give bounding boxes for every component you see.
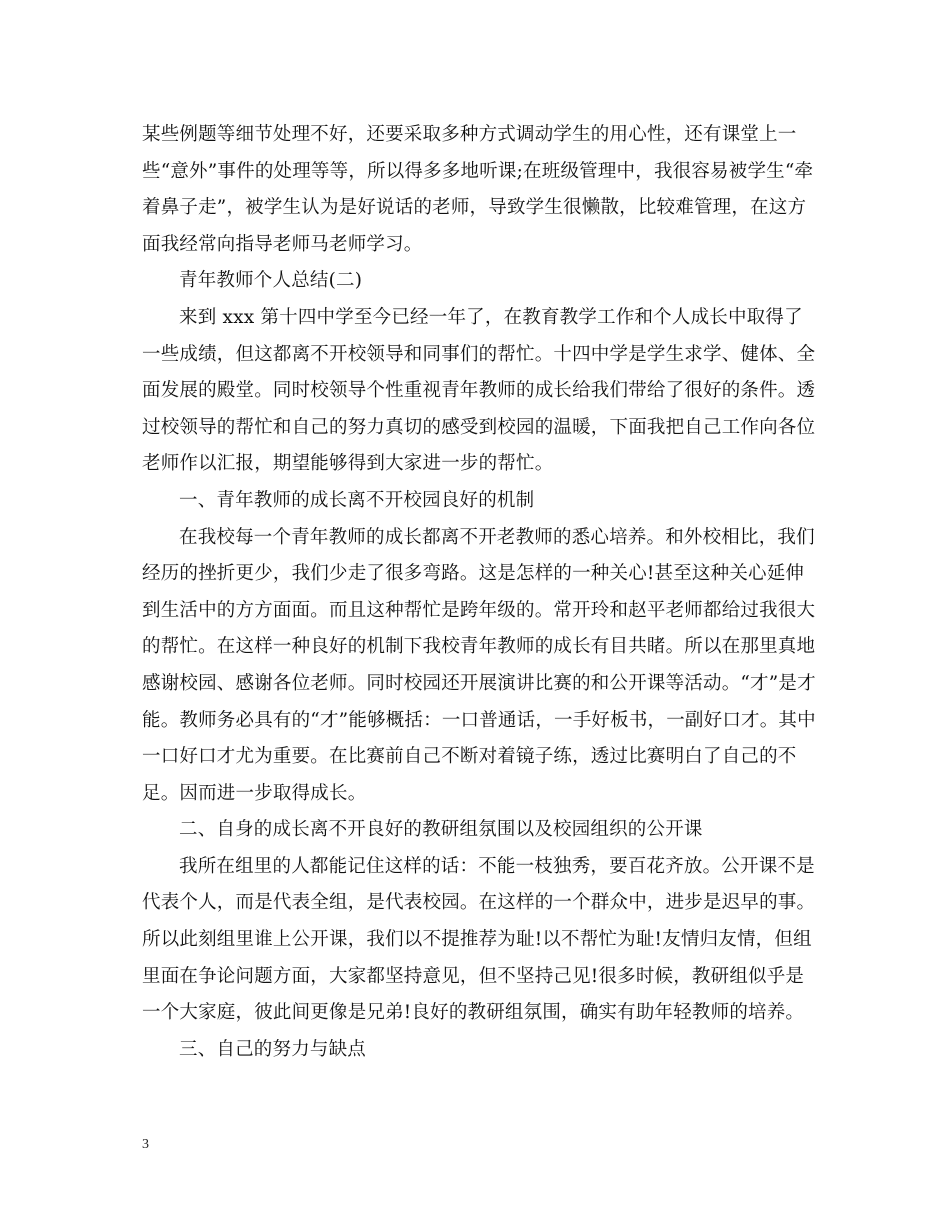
paragraph-2: 来到 xxx 第十四中学至今已经一年了，在教育教学工作和个人成长中取得了一些成绩，但这都离不开校领导和同事们的帮忙。十四中学是学生求学、健体、全面发展的殿堂。同时校领导个性重视青年教师的成长给我们带给了很好的条件。透过校领导的帮忙和自己的努力真切的感受到校园的温暖，下面我把自己工作向各位老师作以汇报，期望能够得到大家进一步的帮忙。 — [142, 306, 816, 475]
paragraph-4: 我所在组里的人都能记住这样的话：不能一枝独秀，要百花齐放。公开课不是代表个人，而是代表全组，是代表校园。在这样的一个群众中，进步是迟早的事。所以此刻组里谁上公开课，我们以不提推荐为耻!以不帮忙为耻!友情归友情，但组里面在争论问题方面，大家都坚持意见，但不坚持己见!很多时候，教研组似乎是一个大家庭，彼此间更像是兄弟!良好的教研组氛围，确实有助年轻教师的培养。 — [142, 855, 816, 1024]
heading-section-one: 一、青年教师的成长离不开校园良好的机制 — [179, 489, 535, 511]
page-number: 3 — [142, 1137, 149, 1152]
paragraph-1: 某些例题等细节处理不好，还要采取多种方式调动学生的用心性，还有课堂上一些“意外”事件的处理等等，所以得多多地听课;在班级管理中，我很容易被学生“牵着鼻子走”，被学生认为是好说话的老师，导致学生很懒散，比较难管理，在这方面我经常向指导老师马老师学习。 — [142, 124, 814, 255]
section-title-summary-two: 青年教师个人总结(二) — [179, 270, 363, 292]
heading-section-three: 三、自己的努力与缺点 — [179, 1038, 367, 1060]
paragraph-3: 在我校每一个青年教师的成长都离不开老教师的悉心培养。和外校相比，我们经历的挫折更少，我们少走了很多弯路。这是怎样的一种关心!甚至这种关心延伸到生活中的方方面面。而且这种帮忙是跨年级的。常开玲和赵平老师都给过我很大的帮忙。在这样一种良好的机制下我校青年教师的成长有目共睹。所以在那里真地感谢校园、感谢各位老师。同时校园还开展演讲比赛的和公开课等活动。“才”是才能。教师务必具有的“才”能够概括：一口普通话，一手好板书，一副好口才。其中一口好口才尤为重要。在比赛前自己不断对着镜子练，透过比赛明白了自己的不足。因而进一步取得成长。 — [142, 526, 816, 804]
document-body — [142, 117, 817, 1068]
heading-section-two: 二、自身的成长离不开良好的教研组氛围以及校园组织的公开课 — [179, 819, 703, 841]
